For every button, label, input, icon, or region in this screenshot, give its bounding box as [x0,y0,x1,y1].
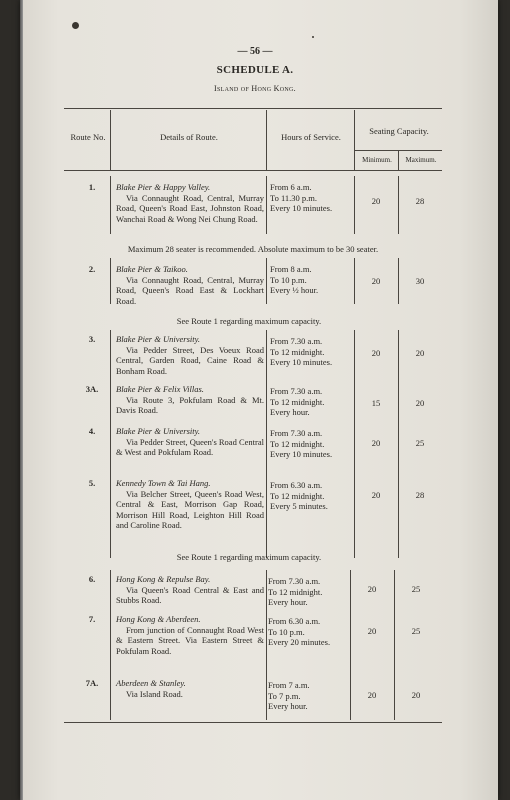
seating-minimum: 20 [371,490,381,500]
route-title: Hong Kong & Aberdeen. [116,614,201,624]
seating-maximum: 20 [415,398,425,408]
row-divider [398,330,399,558]
route-title: Blake Pier & Felix Villas. [116,384,204,394]
route-details [116,264,264,306]
route-via: Via Island Road. [126,688,183,699]
schedule-title: SCHEDULE A. [216,64,294,76]
route-number: 6. [88,574,96,584]
column-divider-seating [398,150,399,170]
route-hours: From 7.30 a.m. To 12 midnight. Every hour. [270,386,325,417]
seating-maximum: 20 [411,690,421,700]
page-number: — 56 — [237,46,273,57]
capacity-note: See Route 1 regarding maximum capacity. [176,316,322,326]
row-divider [354,330,355,558]
row-divider [266,570,267,720]
header-details: Details of Route. [160,132,218,142]
table-top-rule [64,108,442,109]
route-details [116,678,264,699]
seating-maximum: 25 [415,438,425,448]
seating-maximum: 25 [411,584,421,594]
route-via: Via Connaught Road, Central, Murray Road, Queen's Road East, Johnston Road, Wanchai Road & Wong Nei Chung Road. [116,192,264,224]
route-hours: From 8 a.m. To 10 p.m. Every ½ hour. [270,264,319,295]
route-details [116,426,264,458]
header-route-no: Route No. [70,132,106,142]
row-divider [110,176,111,234]
route-number: 1. [88,182,96,192]
route-details [116,478,264,531]
ink-spot [72,22,79,29]
route-number: 7. [88,614,96,624]
route-details [116,182,264,224]
row-divider [354,176,355,234]
row-divider [110,258,111,304]
row-divider [398,258,399,304]
row-divider [266,258,267,304]
header-bottom-rule [64,170,442,171]
seating-minimum: 20 [371,276,381,286]
route-hours: From 7 a.m. To 7 p.m. Every hour. [268,680,310,711]
row-divider [266,176,267,234]
schedule-subtitle: Island of Hong Kong. [214,84,296,93]
route-details [116,574,264,606]
route-details [116,334,264,376]
route-number: 3. [88,334,96,344]
route-title: Kennedy Town & Tai Hang. [116,478,211,488]
route-hours: From 7.30 a.m. To 12 midnight. Every 10 minutes. [270,428,333,459]
route-title: Hong Kong & Repulse Bay. [116,574,211,584]
route-hours: From 6.30 a.m. To 10 p.m. Every 20 minutes. [268,616,331,647]
route-hours: From 7.30 a.m. To 12 midnight. Every 10 minutes. [270,336,333,367]
seating-maximum: 20 [415,348,425,358]
row-divider [394,570,395,720]
route-title: Blake Pier & University. [116,426,201,436]
book-spine [20,0,23,800]
route-hours: From 6.30 a.m. To 12 midnight. Every 5 minutes. [270,480,328,511]
seating-minimum: 20 [367,690,377,700]
header-minimum: Minimum. [362,156,392,164]
route-via: Via Connaught Road, Central, Murray Road, Queen's Road East & Lockhart Road. [116,274,264,306]
route-via: Via Pedder Street, Queen's Road Central & West and Pokfulam Road. [116,436,264,457]
route-via: Via Route 3, Pokfulam Road & Mt. Davis Road. [116,394,264,415]
seating-maximum: 30 [415,276,425,286]
route-number: 4. [88,426,96,436]
seating-maximum: 28 [415,490,425,500]
row-divider [398,176,399,234]
route-title: Aberdeen & Stanley. [116,678,186,688]
route-via: Via Queen's Road Central & East and Stubbs Road. [116,584,264,605]
row-divider [110,570,111,720]
route-number: 3A. [85,384,99,394]
capacity-note: See Route 1 regarding maximum capacity. [176,552,322,562]
header-maximum: Maximum. [405,156,437,164]
route-details [116,384,264,416]
seating-minimum: 20 [371,196,381,206]
column-divider-details [266,110,267,170]
route-title: Blake Pier & Taikoo. [116,264,188,274]
seating-minimum: 20 [367,584,377,594]
route-number: 5. [88,478,96,488]
route-number: 2. [88,264,96,274]
header-hours: Hours of Service. [281,132,341,142]
seating-minimum: 20 [367,626,377,636]
row-divider [354,258,355,304]
ink-speck [312,36,314,38]
header-seating-capacity: Seating Capacity. [369,126,429,136]
row-divider [110,330,111,558]
capacity-note: Maximum 28 seater is recommended. Absolute maximum to be 30 seater. [127,244,379,254]
route-via: Via Belcher Street, Queen's Road West, Central & East, Morrison Gap Road, Morrison Hill Road, Leighton Hill Road and Caroline Road. [116,488,264,530]
route-via: From junction of Connaught Road West & Eastern Street. Via Eastern Street & Pokfulam Road. [116,624,264,656]
route-title: Blake Pier & University. [116,334,201,344]
row-divider [266,330,267,558]
route-via: Via Pedder Street, Des Voeux Road Central, Garden Road, Caine Road & Bonham Road. [116,344,264,376]
column-divider-route [110,110,111,170]
seating-minimum: 15 [371,398,381,408]
route-details [116,614,264,656]
route-hours: From 7.30 a.m. To 12 midnight. Every hour. [268,576,323,607]
table-bottom-rule [64,722,442,723]
seating-minimum: 20 [371,438,381,448]
route-title: Blake Pier & Happy Valley. [116,182,211,192]
seating-maximum: 28 [415,196,425,206]
route-hours: From 6 a.m. To 11.30 p.m. Every 10 minutes. [270,182,333,213]
column-divider-hours [354,110,355,170]
seating-minimum: 20 [371,348,381,358]
seating-maximum: 25 [411,626,421,636]
route-number: 7A. [85,678,99,688]
